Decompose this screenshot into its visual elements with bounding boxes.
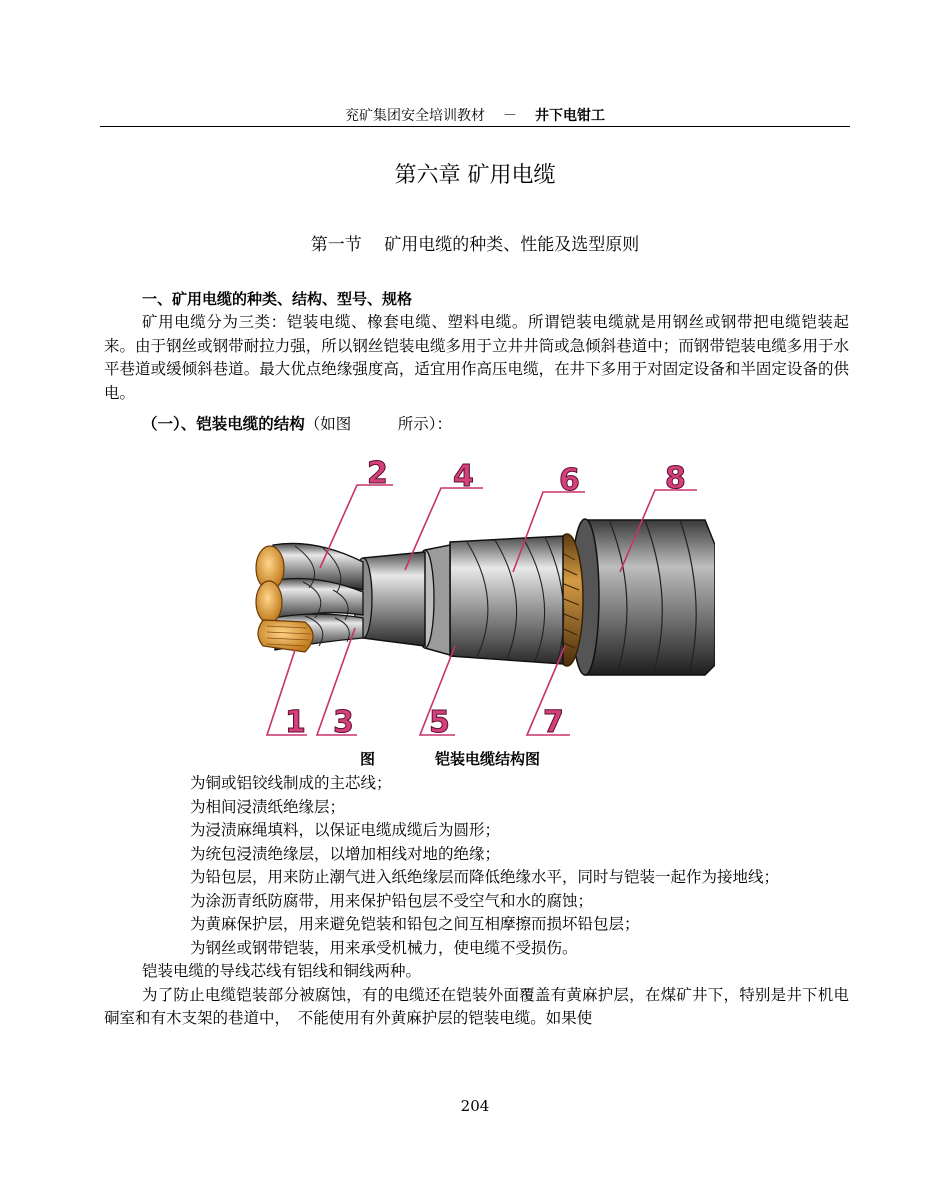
figure-label-3: 3: [333, 705, 354, 740]
figure-label-8: 8: [665, 461, 686, 496]
figure-label-1: 1: [285, 705, 306, 740]
list-item: 为黄麻保护层，用来避免铠装和铅包之间互相摩擦而损坏铅包层；: [190, 915, 640, 933]
header-dash: －: [503, 108, 517, 124]
intro-paragraph: 矿用电缆分为三类：铠装电缆、橡套电缆、塑料电缆。所谓铠装电缆就是用钢丝或钢带把电缆铠装起来。由于钢丝或钢带耐拉力强，所以钢丝铠装电缆多用于立井井筒或急倾斜巷道中；而钢带铠装电缆多用于水平巷道或缓倾斜巷道。最大优点绝缘强度高，适宜用作高压电缆，在井下多用于对固定设备和半固定设备的供电。: [104, 313, 849, 402]
running-header: [100, 105, 850, 127]
component-list: [104, 772, 849, 1031]
structure-heading: [142, 412, 452, 434]
armored-cable-diagram: [245, 450, 715, 745]
header-right: 井下电钳工: [535, 108, 605, 124]
list-item: 为涂沥青纸防腐带，用来保护铅包层不受空气和水的腐蚀；: [190, 891, 594, 910]
header-left: 兖矿集团安全培训教材: [345, 108, 485, 124]
paragraph-core-types: 铠装电缆的导线芯线有铝线和铜线两种。: [142, 962, 422, 980]
list-item: 为浸渍麻绳填料，以保证电缆成缆后为圆形；: [190, 821, 501, 839]
caption-prefix: 图: [360, 750, 376, 768]
chapter-title: 第六章 矿用电缆: [394, 163, 556, 188]
list-item: 为统包浸渍绝缘层，以增加相线对地的绝缘；: [190, 844, 501, 863]
page-number: 204: [460, 1097, 490, 1115]
figure-label-2: 2: [367, 456, 388, 491]
layer-steel-armor: [571, 519, 715, 675]
list-item: 为钢丝或钢带铠装，用来承受机械力，使电缆不受损伤。: [190, 938, 578, 957]
header-rule: [100, 126, 850, 127]
figure-caption: [360, 748, 540, 769]
figure-label-6: 6: [559, 463, 580, 498]
list-item: 为铜或铝铰线制成的主芯线；: [190, 774, 392, 792]
layer-asphalt-tape: [450, 536, 564, 664]
list-item: 为铅包层，用来防止潮气进入纸绝缘层而降低绝缘水平，同时与铠装一起作为接地线；: [190, 868, 780, 886]
caption-text: 铠装电缆结构图: [435, 750, 541, 768]
section-title: 第一节 矿用电缆的种类、性能及选型原则: [310, 235, 640, 255]
figure-label-5: 5: [429, 705, 450, 740]
list-item: 为相间浸渍纸绝缘层；: [190, 797, 346, 816]
figure-label-4: 4: [453, 459, 474, 494]
paragraph-jute-warning: 为了防止电缆铠装部分被腐蚀，有的电缆还在铠装外面覆盖有黄麻护层，在煤矿井下，特别是井下机电硐室和有木支架的巷道中， 不能使用有外黄麻护层的铠装电缆。如果使: [104, 985, 849, 1027]
figure-label-7: 7: [543, 705, 564, 740]
structure-heading-rest: （如图 所示）：: [304, 415, 453, 433]
structure-heading-bold: （一）、铠装电缆的结构: [142, 415, 305, 433]
subsection-title: 一、矿用电缆的种类、结构、型号、规格: [142, 290, 413, 308]
layer-belt-insulation: [354, 552, 425, 646]
